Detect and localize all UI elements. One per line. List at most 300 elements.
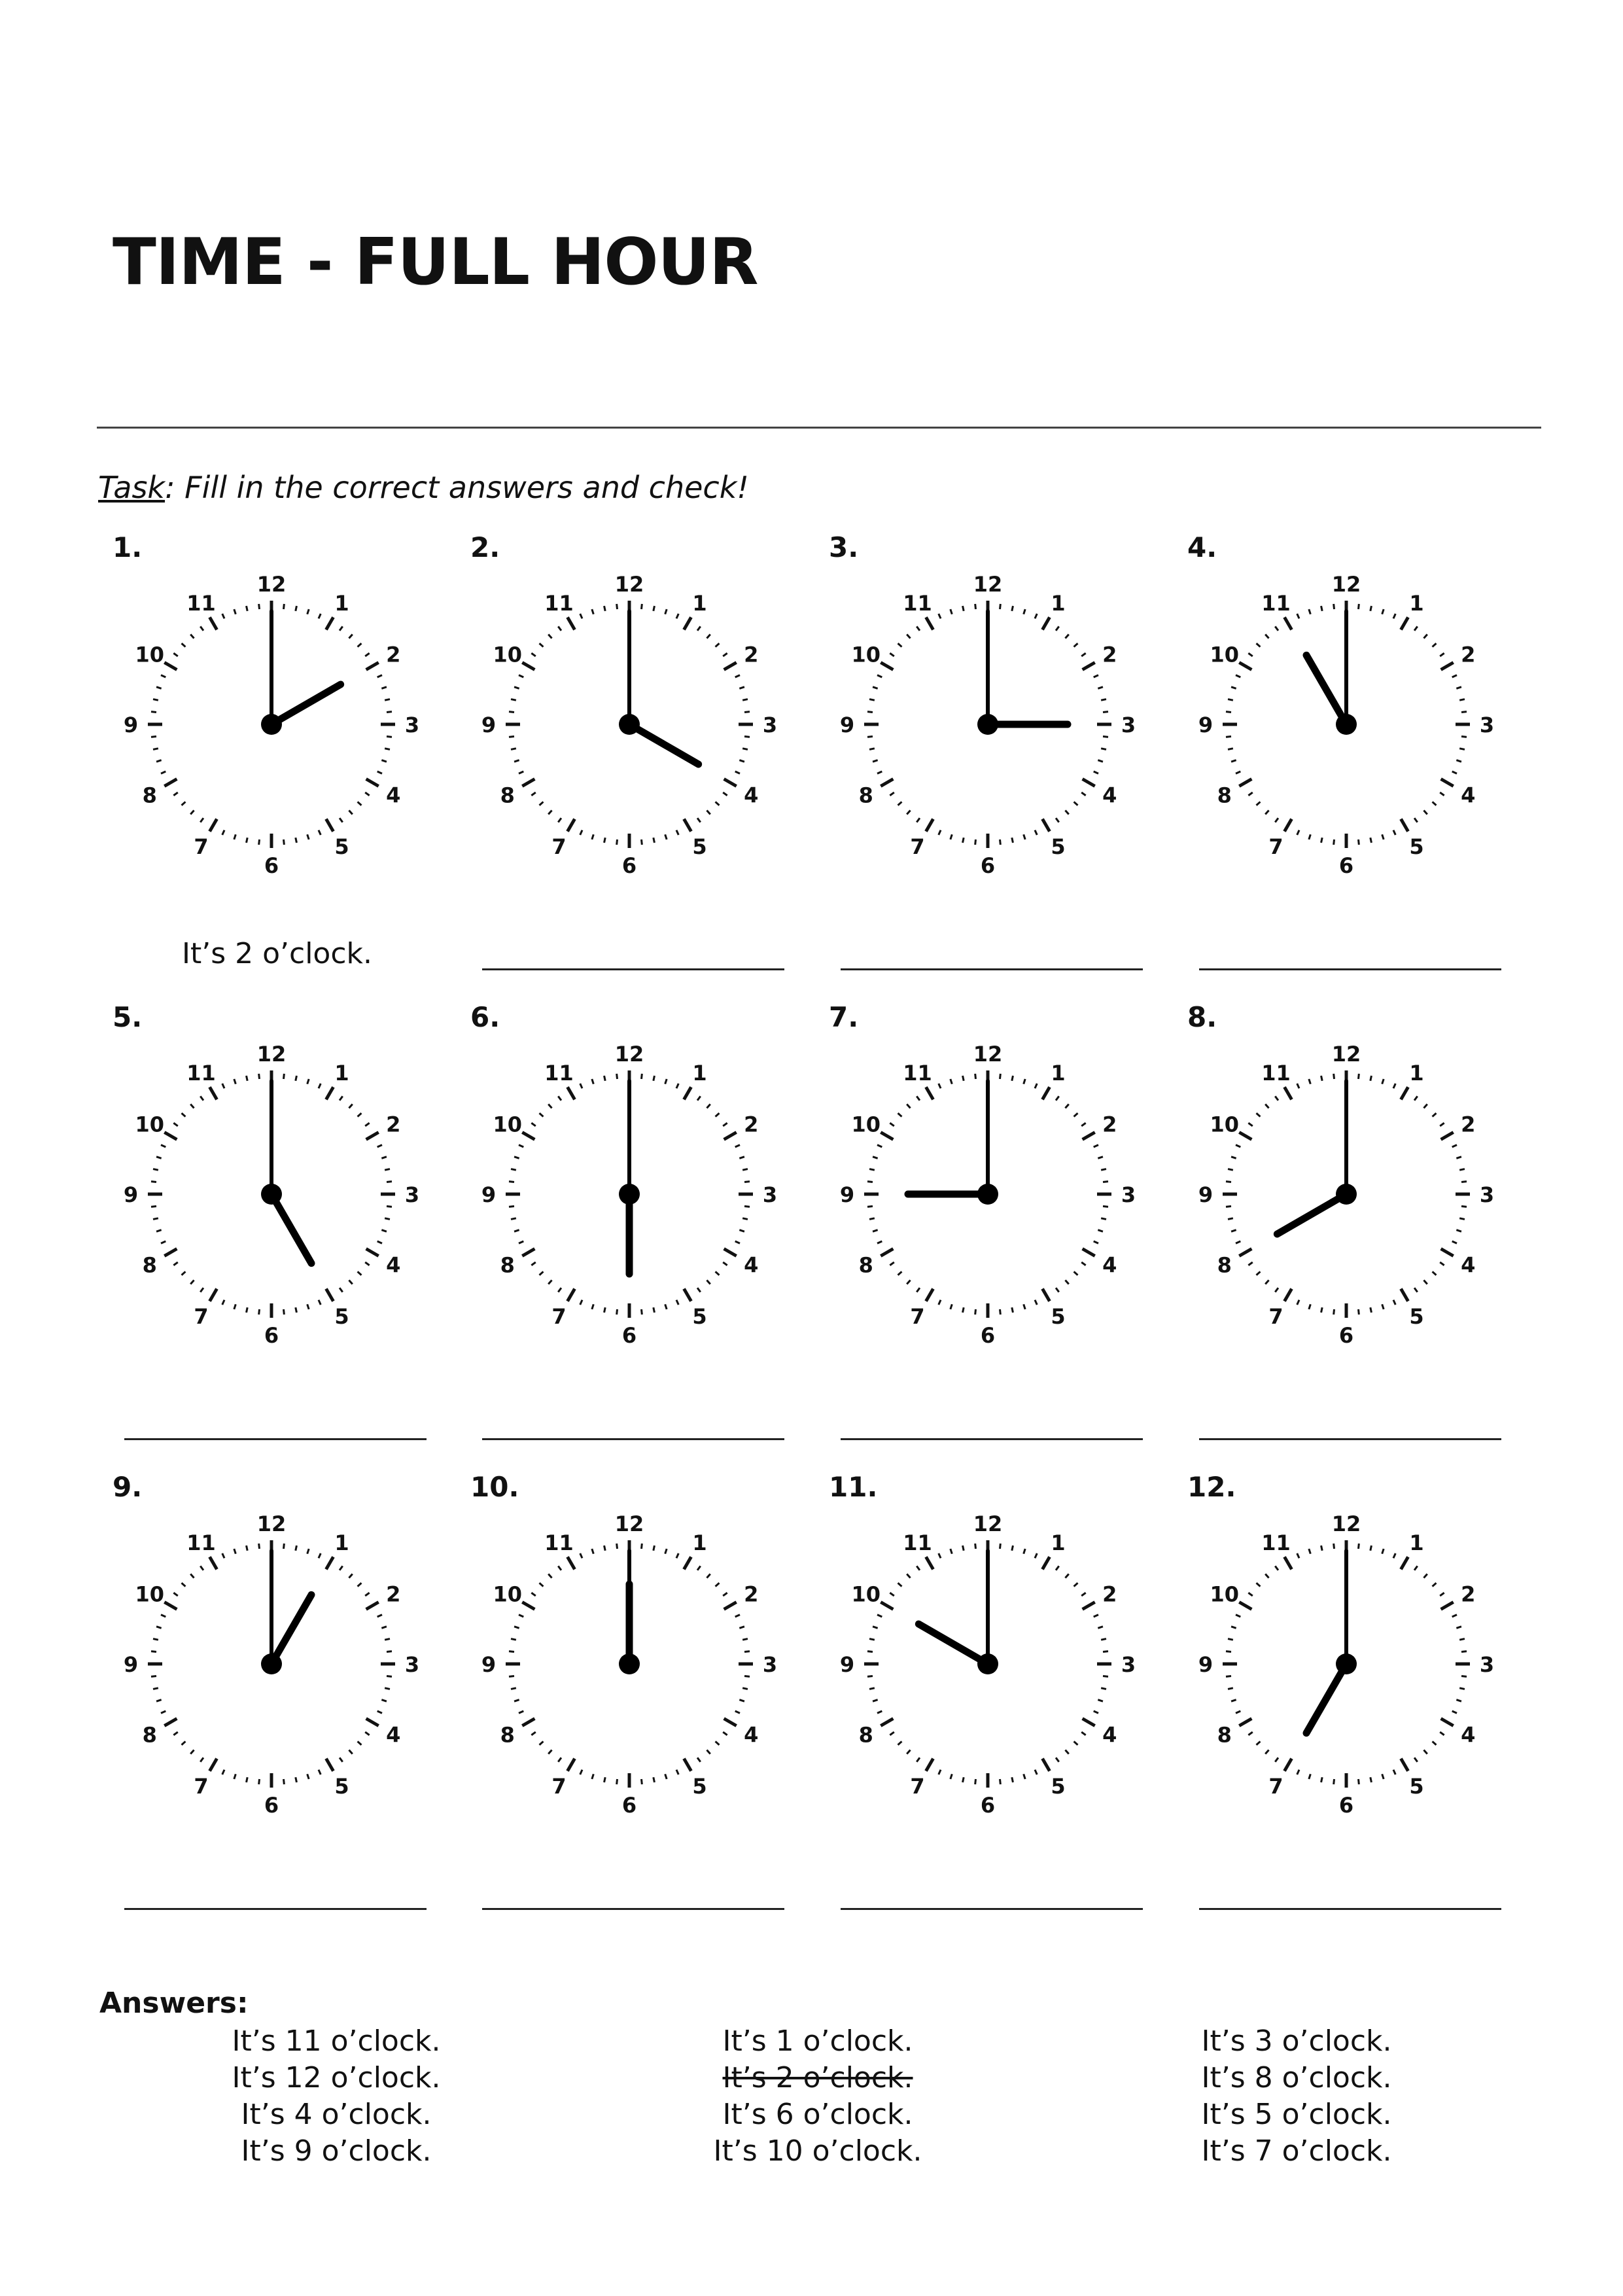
- minute-tick: [1423, 811, 1427, 815]
- minute-tick: [1393, 614, 1395, 618]
- minute-tick: [676, 614, 678, 618]
- minute-tick: [604, 1777, 606, 1782]
- minute-tick: [1074, 1583, 1078, 1586]
- minute-tick: [676, 830, 678, 835]
- clock-numeral: 5: [334, 1774, 349, 1799]
- minute-tick: [654, 1076, 655, 1081]
- minute-tick: [1081, 1732, 1085, 1735]
- clock-face-icon: [834, 571, 1142, 878]
- clock-numeral: 5: [1409, 1774, 1424, 1799]
- minute-tick: [1056, 1288, 1059, 1292]
- clock-number: 8.: [1187, 1001, 1217, 1033]
- answer-blank[interactable]: [1199, 968, 1501, 970]
- minute-tick: [1000, 1544, 1001, 1549]
- minute-tick: [665, 1549, 667, 1554]
- minute-tick: [200, 1288, 203, 1292]
- clock-numeral: 12: [256, 572, 287, 597]
- clock-numeral: 6: [980, 1793, 996, 1818]
- clock-numeral: 8: [1217, 1252, 1232, 1278]
- minute-tick: [540, 1271, 544, 1275]
- minute-tick: [742, 1218, 748, 1220]
- minute-tick: [1309, 1774, 1310, 1779]
- minute-tick: [1257, 1113, 1261, 1116]
- minute-tick: [723, 1123, 727, 1126]
- minute-tick: [963, 1076, 964, 1081]
- hour-tick: [366, 1719, 379, 1726]
- clock-numeral: 5: [692, 1774, 707, 1799]
- minute-tick: [697, 1288, 701, 1292]
- minute-tick: [1461, 712, 1467, 713]
- clock-numeral: 9: [839, 713, 855, 737]
- minute-tick: [1056, 626, 1059, 630]
- answer-blank[interactable]: [482, 1438, 784, 1440]
- hour-hand: [629, 724, 699, 764]
- answer-blank[interactable]: [482, 968, 784, 970]
- clock-numeral: 8: [858, 1722, 873, 1748]
- minute-tick: [173, 1123, 177, 1126]
- minute-tick: [161, 1615, 166, 1617]
- clock-center: [1336, 1184, 1357, 1205]
- clock-numeral: 3: [762, 713, 778, 737]
- minute-tick: [1098, 1627, 1103, 1628]
- minute-tick: [742, 1639, 748, 1640]
- clock-numeral: 8: [858, 783, 873, 808]
- minute-tick: [1056, 1096, 1059, 1100]
- minute-tick: [1228, 1688, 1233, 1689]
- answer-option-used: It’s 2 o’clock.: [722, 2061, 913, 2094]
- minute-tick: [1440, 792, 1444, 796]
- clock-numeral: 8: [500, 1722, 515, 1748]
- clock-item: [98, 531, 438, 989]
- minute-tick: [869, 1688, 875, 1689]
- answer-option: It’s 1 o’clock.: [722, 2024, 913, 2058]
- clock-numeral: 4: [1102, 1252, 1117, 1278]
- minute-tick: [200, 1757, 203, 1761]
- hour-tick: [881, 1602, 893, 1610]
- clock-face-icon: [1193, 1040, 1500, 1348]
- minute-tick: [1459, 1218, 1465, 1220]
- minute-tick: [1231, 1157, 1236, 1158]
- minute-tick: [1433, 1741, 1437, 1744]
- clock-numeral: 5: [334, 834, 349, 860]
- answer-option: It’s 4 o’clock.: [241, 2098, 432, 2131]
- clock-numeral: 10: [135, 1581, 165, 1607]
- minute-tick: [1393, 1770, 1395, 1775]
- minute-tick: [1098, 760, 1103, 762]
- hour-tick: [724, 1133, 737, 1140]
- clock-numeral: 5: [692, 834, 707, 860]
- minute-tick: [1101, 1639, 1106, 1640]
- minute-tick: [385, 1218, 390, 1220]
- minute-tick: [1024, 834, 1025, 839]
- clock-item: [98, 1471, 438, 1929]
- minute-tick: [916, 626, 920, 630]
- minute-tick: [200, 1566, 203, 1570]
- hour-tick: [164, 1719, 177, 1726]
- clock-numeral: 2: [744, 642, 759, 667]
- hour-tick: [210, 1759, 217, 1771]
- minute-tick: [1309, 1304, 1310, 1309]
- clock-numeral: 3: [404, 713, 420, 737]
- minute-tick: [1452, 1145, 1457, 1147]
- minute-tick: [723, 792, 727, 796]
- hour-tick: [1285, 819, 1292, 832]
- minute-tick: [739, 687, 744, 688]
- minute-tick: [1459, 699, 1465, 701]
- minute-tick: [296, 838, 297, 843]
- clock-face-icon: [476, 1040, 783, 1348]
- minute-tick: [284, 1074, 285, 1079]
- minute-tick: [259, 1074, 260, 1079]
- minute-tick: [1098, 1230, 1103, 1231]
- minute-tick: [1275, 818, 1278, 822]
- minute-tick: [1257, 1583, 1261, 1586]
- minute-tick: [1297, 1770, 1299, 1775]
- clock-center: [619, 714, 640, 735]
- hour-tick: [1239, 663, 1251, 670]
- example-answer: It’s 2 o’clock.: [182, 937, 373, 970]
- minute-tick: [975, 839, 976, 845]
- clock-numeral: 10: [1210, 1581, 1240, 1607]
- clock-number: 2.: [470, 531, 500, 563]
- minute-tick: [1414, 1288, 1418, 1292]
- hour-tick: [1401, 1557, 1408, 1569]
- clock-numeral: 12: [1331, 572, 1361, 597]
- minute-tick: [200, 1096, 203, 1100]
- clock-numeral: 9: [839, 1182, 855, 1207]
- minute-tick: [1000, 604, 1001, 609]
- minute-tick: [319, 1300, 321, 1305]
- clock-numeral: 4: [1461, 1722, 1476, 1748]
- hour-tick: [1285, 1557, 1292, 1569]
- minute-tick: [1440, 1123, 1444, 1126]
- clock-numeral: 11: [544, 1060, 574, 1086]
- clock-numeral: 6: [264, 1793, 279, 1818]
- clock-numeral: 11: [1261, 590, 1291, 616]
- minute-tick: [153, 699, 158, 701]
- minute-tick: [182, 802, 186, 805]
- minute-tick: [867, 1676, 873, 1677]
- hour-tick: [684, 1087, 691, 1099]
- minute-tick: [531, 1732, 535, 1735]
- minute-tick: [151, 1651, 156, 1652]
- minute-tick: [358, 1583, 362, 1586]
- minute-tick: [916, 1288, 920, 1292]
- minute-tick: [514, 1157, 519, 1158]
- minute-tick: [247, 1307, 248, 1313]
- minute-tick: [869, 699, 875, 701]
- clock-numeral: 2: [386, 642, 401, 667]
- minute-tick: [1382, 1549, 1384, 1554]
- clock-numeral: 2: [1461, 642, 1476, 667]
- minute-tick: [1393, 1300, 1395, 1305]
- clock-numeral: 1: [1409, 1530, 1424, 1555]
- minute-tick: [697, 1757, 701, 1761]
- hour-tick: [684, 1557, 691, 1569]
- answer-blank[interactable]: [841, 1438, 1143, 1440]
- minute-tick: [676, 1084, 678, 1088]
- hour-tick: [1043, 1087, 1050, 1099]
- minute-tick: [1065, 635, 1068, 639]
- minute-tick: [1035, 1300, 1037, 1305]
- minute-tick: [1231, 760, 1236, 762]
- minute-tick: [1461, 1676, 1467, 1677]
- minute-tick: [716, 1583, 720, 1586]
- hour-tick: [326, 1557, 334, 1569]
- hour-tick: [1285, 1759, 1292, 1771]
- minute-tick: [161, 675, 166, 677]
- clock-numeral: 6: [264, 1323, 279, 1348]
- minute-tick: [1433, 643, 1437, 646]
- minute-tick: [307, 1774, 309, 1779]
- minute-tick: [1321, 1545, 1323, 1551]
- minute-tick: [558, 1566, 561, 1570]
- minute-tick: [514, 1230, 519, 1231]
- hour-hand: [271, 1595, 311, 1664]
- hour-tick: [926, 617, 934, 629]
- minute-tick: [173, 1262, 177, 1265]
- hour-tick: [1239, 779, 1251, 786]
- minute-tick: [1275, 1757, 1278, 1761]
- answer-blank[interactable]: [841, 1908, 1143, 1910]
- clock-numeral: 9: [1198, 1182, 1213, 1207]
- minute-tick: [890, 792, 894, 796]
- hour-tick: [1285, 1087, 1292, 1099]
- clock-face-icon: [118, 1510, 425, 1818]
- hour-tick: [568, 819, 575, 832]
- hour-tick: [326, 1289, 334, 1301]
- minute-tick: [1265, 1750, 1268, 1754]
- minute-tick: [697, 626, 701, 630]
- minute-tick: [716, 802, 720, 805]
- minute-tick: [951, 1304, 952, 1309]
- hour-tick: [1043, 1759, 1050, 1771]
- clock-center: [261, 1184, 282, 1205]
- answer-option: It’s 8 o’clock.: [1201, 2061, 1392, 2094]
- clock-numeral: 1: [1409, 1060, 1424, 1086]
- minute-tick: [1228, 1639, 1233, 1640]
- minute-tick: [387, 1676, 392, 1677]
- minute-tick: [319, 1084, 321, 1088]
- minute-tick: [1035, 830, 1037, 835]
- minute-tick: [259, 839, 260, 845]
- answer-blank[interactable]: [1199, 1438, 1501, 1440]
- minute-tick: [540, 643, 544, 646]
- clock-numeral: 7: [194, 1304, 209, 1330]
- minute-tick: [898, 1113, 902, 1116]
- minute-tick: [580, 1084, 582, 1088]
- hour-tick: [1285, 617, 1292, 629]
- minute-tick: [869, 1169, 875, 1171]
- minute-tick: [1012, 606, 1013, 611]
- minute-tick: [907, 1750, 910, 1754]
- hour-tick: [724, 1602, 737, 1610]
- clock-numeral: 12: [1331, 1511, 1361, 1536]
- answer-blank[interactable]: [1199, 1908, 1501, 1910]
- answer-blank[interactable]: [124, 1438, 427, 1440]
- minute-tick: [707, 1280, 710, 1284]
- hour-tick: [724, 779, 737, 786]
- minute-tick: [890, 1262, 894, 1265]
- minute-tick: [898, 1583, 902, 1586]
- clock-numeral: 8: [500, 783, 515, 808]
- minute-tick: [1414, 626, 1418, 630]
- clock-number: 7.: [829, 1001, 859, 1033]
- clock-item: [456, 1001, 796, 1459]
- minute-tick: [222, 1300, 224, 1305]
- minute-tick: [365, 1262, 369, 1265]
- minute-tick: [190, 811, 194, 815]
- hour-tick: [1043, 1557, 1050, 1569]
- minute-tick: [697, 1096, 701, 1100]
- minute-tick: [511, 1688, 516, 1689]
- minute-tick: [877, 1241, 882, 1243]
- minute-tick: [1433, 1271, 1437, 1275]
- minute-tick: [1309, 1079, 1310, 1084]
- hour-tick: [881, 1719, 893, 1726]
- minute-tick: [1098, 1157, 1103, 1158]
- minute-tick: [742, 1688, 748, 1689]
- clock-number: 10.: [470, 1471, 519, 1503]
- minute-tick: [161, 1711, 166, 1713]
- minute-tick: [916, 1566, 920, 1570]
- minute-tick: [200, 626, 203, 630]
- minute-tick: [1414, 818, 1418, 822]
- minute-tick: [916, 1096, 920, 1100]
- minute-tick: [1297, 1553, 1299, 1558]
- minute-tick: [592, 1549, 593, 1554]
- clock-numeral: 2: [1461, 1112, 1476, 1137]
- clock-face-icon: [476, 1510, 783, 1818]
- minute-tick: [1228, 1169, 1233, 1171]
- minute-tick: [156, 760, 162, 762]
- minute-tick: [548, 1280, 551, 1284]
- hour-tick: [724, 1719, 737, 1726]
- clock-numeral: 11: [186, 1530, 216, 1555]
- minute-tick: [1370, 838, 1372, 843]
- clock-numeral: 12: [973, 1511, 1003, 1536]
- minute-tick: [1297, 1084, 1299, 1088]
- answer-blank[interactable]: [841, 968, 1143, 970]
- clock-numeral: 8: [1217, 1722, 1232, 1748]
- minute-tick: [307, 1549, 309, 1554]
- clock-face-icon: [1193, 571, 1500, 878]
- minute-tick: [558, 1288, 561, 1292]
- answer-blank[interactable]: [482, 1908, 784, 1910]
- minute-tick: [151, 1676, 156, 1677]
- minute-tick: [190, 1574, 194, 1578]
- clock-numeral: 4: [744, 783, 759, 808]
- minute-tick: [1056, 1566, 1059, 1570]
- minute-tick: [153, 1169, 158, 1171]
- minute-tick: [716, 1741, 720, 1744]
- minute-tick: [1334, 1074, 1335, 1079]
- minute-tick: [182, 1113, 186, 1116]
- hour-hand: [271, 1194, 311, 1263]
- minute-tick: [873, 687, 878, 688]
- hour-tick: [522, 1133, 534, 1140]
- minute-tick: [665, 834, 667, 839]
- hour-tick: [522, 1719, 534, 1726]
- clock-face-icon: [1193, 1510, 1500, 1818]
- minute-tick: [867, 1651, 873, 1652]
- minute-tick: [939, 1553, 941, 1558]
- minute-tick: [1081, 653, 1085, 656]
- minute-tick: [1098, 1700, 1103, 1701]
- hour-tick: [881, 1133, 893, 1140]
- minute-tick: [1024, 1079, 1025, 1084]
- minute-tick: [190, 1750, 194, 1754]
- clock-numeral: 7: [194, 834, 209, 860]
- minute-tick: [1461, 1651, 1467, 1652]
- minute-tick: [1065, 1104, 1068, 1108]
- clock-numeral: 9: [1198, 1652, 1213, 1677]
- minute-tick: [742, 749, 748, 750]
- minute-tick: [617, 1074, 618, 1079]
- minute-tick: [153, 749, 158, 750]
- minute-tick: [1094, 1241, 1098, 1243]
- minute-tick: [365, 1732, 369, 1735]
- minute-tick: [1101, 1218, 1106, 1220]
- minute-tick: [519, 1241, 523, 1243]
- minute-tick: [716, 1271, 720, 1275]
- clock-numeral: 4: [386, 1252, 401, 1278]
- clock-numeral: 10: [851, 1581, 881, 1607]
- minute-tick: [898, 643, 902, 646]
- minute-tick: [723, 653, 727, 656]
- minute-tick: [1452, 1241, 1457, 1243]
- clock-center: [1336, 714, 1357, 735]
- minute-tick: [540, 802, 544, 805]
- minute-tick: [1423, 635, 1427, 639]
- hour-tick: [926, 1759, 934, 1771]
- clock-numeral: 12: [256, 1042, 287, 1067]
- minute-tick: [873, 760, 878, 762]
- hour-tick: [684, 1289, 691, 1301]
- minute-tick: [340, 626, 343, 630]
- clock-numeral: 10: [135, 642, 165, 667]
- minute-tick: [377, 1711, 382, 1713]
- minute-tick: [665, 1304, 667, 1309]
- hour-tick: [210, 1557, 217, 1569]
- minute-tick: [1257, 643, 1261, 646]
- hour-tick: [522, 1249, 534, 1256]
- minute-tick: [1081, 1593, 1085, 1596]
- minute-tick: [1074, 1741, 1078, 1744]
- minute-tick: [951, 609, 952, 614]
- clock-item: [1173, 1001, 1513, 1459]
- clock-numeral: 10: [135, 1112, 165, 1137]
- minute-tick: [377, 1615, 382, 1617]
- minute-tick: [349, 1280, 352, 1284]
- minute-tick: [307, 834, 309, 839]
- minute-tick: [234, 1079, 236, 1084]
- hour-tick: [568, 1759, 575, 1771]
- hour-tick: [522, 779, 534, 786]
- minute-tick: [1297, 830, 1299, 835]
- hour-hand: [1306, 1664, 1346, 1733]
- minute-tick: [975, 1544, 976, 1549]
- answer-blank[interactable]: [124, 1908, 427, 1910]
- clock-center: [619, 1184, 640, 1205]
- hour-tick: [1441, 1719, 1454, 1726]
- minute-tick: [1226, 1651, 1231, 1652]
- minute-tick: [358, 643, 362, 646]
- hour-tick: [1083, 663, 1095, 670]
- clock-numeral: 11: [186, 1060, 216, 1086]
- clock-numeral: 12: [614, 572, 644, 597]
- minute-tick: [509, 1676, 514, 1677]
